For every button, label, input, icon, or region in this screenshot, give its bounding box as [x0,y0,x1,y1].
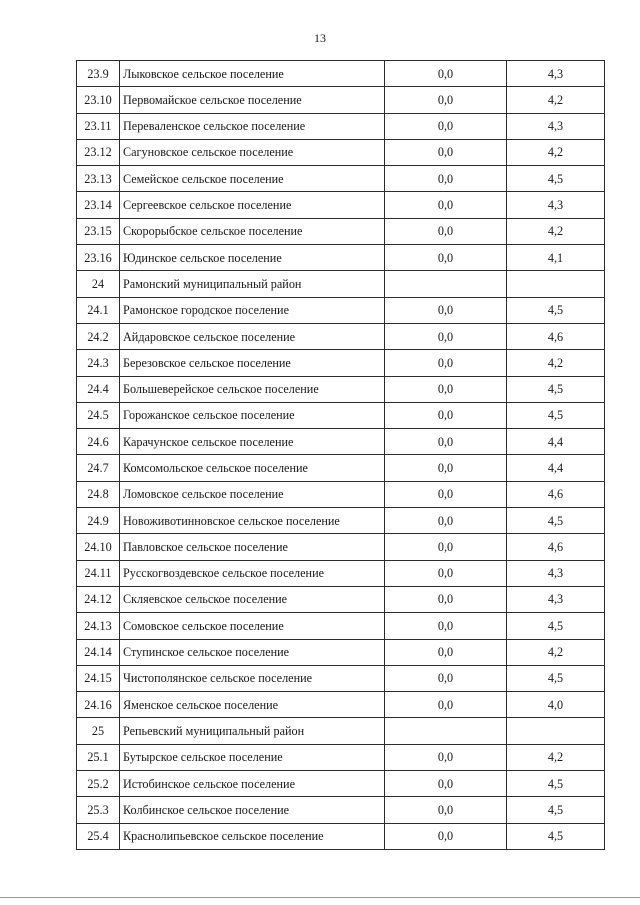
value-a-cell: 0,0 [385,481,507,507]
row-number-cell: 24.8 [77,481,120,507]
settlement-name-cell: Первомайское сельское поселение [120,87,385,113]
value-a-cell: 0,0 [385,797,507,823]
value-a-cell: 0,0 [385,665,507,691]
settlement-name-cell: Перевaленское сельское поселение [120,113,385,139]
settlement-name-cell: Скляевское сельское поселение [120,586,385,612]
value-a-cell: 0,0 [385,771,507,797]
table-row [77,139,605,165]
table-row [77,350,605,376]
value-a-cell: 0,0 [385,139,507,165]
settlement-name-cell: Семейское сельское поселение [120,166,385,192]
value-b-cell: 4,5 [507,297,605,323]
value-b-cell: 4,2 [507,218,605,244]
value-b-cell: 4,4 [507,429,605,455]
table-row [77,508,605,534]
table-row [77,113,605,139]
value-b-cell: 4,3 [507,192,605,218]
settlement-name-cell: Карачунское сельское поселение [120,429,385,455]
row-number-cell: 24.2 [77,323,120,349]
row-number-cell: 25.4 [77,823,120,849]
settlement-name-cell: Ступинское сельское поселение [120,639,385,665]
table-row [77,166,605,192]
value-a-cell: 0,0 [385,376,507,402]
table-row [77,481,605,507]
settlement-name-cell: Большеверейское сельское поселение [120,376,385,402]
row-number-cell: 24.15 [77,665,120,691]
value-a-cell: 0,0 [385,639,507,665]
table-row [77,823,605,849]
value-b-cell: 4,2 [507,139,605,165]
row-number-cell: 24.5 [77,402,120,428]
value-a-cell: 0,0 [385,455,507,481]
value-b-cell: 4,5 [507,823,605,849]
value-b-cell: 4,5 [507,402,605,428]
table-row [77,560,605,586]
value-a-cell: 0,0 [385,429,507,455]
row-number-cell: 24.13 [77,613,120,639]
value-a-cell: 0,0 [385,350,507,376]
row-number-cell: 23.14 [77,192,120,218]
settlement-name-cell: Чистополянское сельское поселение [120,665,385,691]
settlement-name-cell: Айдаровское сельское поселение [120,323,385,349]
value-a-cell: 0,0 [385,245,507,271]
settlement-name-cell: Ломовское сельское поселение [120,481,385,507]
value-b-cell: 4,5 [507,166,605,192]
table-row [77,744,605,770]
settlement-name-cell: Комсомольское сельское поселение [120,455,385,481]
value-b-cell: 4,1 [507,245,605,271]
settlement-name-cell: Павловское сельское поселение [120,534,385,560]
settlement-name-cell: Горожанское сельское поселение [120,402,385,428]
row-number-cell: 23.11 [77,113,120,139]
row-number-cell: 24.14 [77,639,120,665]
value-a-cell: 0,0 [385,560,507,586]
value-b-cell: 4,2 [507,639,605,665]
value-b-cell: 4,2 [507,87,605,113]
settlement-name-cell: Скорорыбское сельское поселение [120,218,385,244]
value-b-cell: 4,5 [507,508,605,534]
settlements-table [76,60,605,850]
row-number-cell: 24.16 [77,692,120,718]
table-row [77,771,605,797]
table-row [77,586,605,612]
settlement-name-cell: Рамонский муниципальный район [120,271,385,297]
row-number-cell: 24.10 [77,534,120,560]
row-number-cell: 24.11 [77,560,120,586]
settlement-name-cell: Колбинское сельское поселение [120,797,385,823]
table-row [77,429,605,455]
settlement-name-cell: Бутырское сельское поселение [120,744,385,770]
table-row [77,218,605,244]
value-a-cell: 0,0 [385,613,507,639]
settlement-name-cell: Лыковское сельское поселение [120,61,385,87]
settlement-name-cell: Яменское сельское поселение [120,692,385,718]
value-a-cell: 0,0 [385,166,507,192]
row-number-cell: 24 [77,271,120,297]
table-row [77,192,605,218]
settlement-name-cell: Сергеевское сельское поселение [120,192,385,218]
table-row [77,402,605,428]
row-number-cell: 25.3 [77,797,120,823]
table-row [77,323,605,349]
row-number-cell: 23.15 [77,218,120,244]
value-a-cell: 0,0 [385,534,507,560]
settlement-name-cell: Юдинское сельское поселение [120,245,385,271]
value-b-cell: 4,5 [507,797,605,823]
settlement-name-cell: Новоживотинновское сельское поселение [120,508,385,534]
value-a-cell: 0,0 [385,87,507,113]
table-row [77,534,605,560]
value-b-cell: 4,2 [507,744,605,770]
value-b-cell [507,718,605,744]
row-number-cell: 24.12 [77,586,120,612]
value-a-cell: 0,0 [385,218,507,244]
table-row [77,797,605,823]
value-b-cell: 4,0 [507,692,605,718]
value-a-cell: 0,0 [385,586,507,612]
value-b-cell: 4,5 [507,613,605,639]
table-row [77,718,605,744]
page-bottom-rule [0,897,640,898]
value-a-cell: 0,0 [385,113,507,139]
row-number-cell: 25.1 [77,744,120,770]
value-a-cell: 0,0 [385,297,507,323]
row-number-cell: 24.7 [77,455,120,481]
row-number-cell: 25.2 [77,771,120,797]
value-b-cell: 4,6 [507,481,605,507]
value-a-cell: 0,0 [385,402,507,428]
table-row [77,613,605,639]
value-b-cell: 4,6 [507,323,605,349]
table-row [77,271,605,297]
row-number-cell: 24.4 [77,376,120,402]
table-row [77,61,605,87]
row-number-cell: 23.10 [77,87,120,113]
value-a-cell: 0,0 [385,744,507,770]
table-row [77,87,605,113]
table-row [77,376,605,402]
value-b-cell [507,271,605,297]
value-a-cell: 0,0 [385,61,507,87]
value-a-cell [385,718,507,744]
settlement-name-cell: Рамонское городское поселение [120,297,385,323]
value-b-cell: 4,3 [507,61,605,87]
settlement-name-cell: Березовское сельское поселение [120,350,385,376]
value-a-cell: 0,0 [385,192,507,218]
value-a-cell: 0,0 [385,692,507,718]
row-number-cell: 25 [77,718,120,744]
table-body [77,61,605,850]
value-b-cell: 4,3 [507,560,605,586]
value-b-cell: 4,2 [507,350,605,376]
settlement-name-cell: Истобинское сельское поселение [120,771,385,797]
row-number-cell: 23.12 [77,139,120,165]
settlement-name-cell: Русскогвоздевское сельское поселение [120,560,385,586]
row-number-cell: 24.6 [77,429,120,455]
value-b-cell: 4,6 [507,534,605,560]
value-b-cell: 4,5 [507,771,605,797]
table-row [77,245,605,271]
row-number-cell: 24.9 [77,508,120,534]
table-row [77,639,605,665]
value-b-cell: 4,3 [507,586,605,612]
settlement-name-cell: Сомовское сельское поселение [120,613,385,639]
value-a-cell: 0,0 [385,508,507,534]
value-b-cell: 4,5 [507,665,605,691]
table-row [77,297,605,323]
value-b-cell: 4,3 [507,113,605,139]
settlement-name-cell: Краснолипьевское сельское поселение [120,823,385,849]
row-number-cell: 24.1 [77,297,120,323]
page-number: 13 [314,31,326,45]
value-b-cell: 4,5 [507,376,605,402]
row-number-cell: 24.3 [77,350,120,376]
settlement-name-cell: Сагуновское сельское поселение [120,139,385,165]
table-row [77,455,605,481]
settlement-name-cell: Репьевский муниципальный район [120,718,385,744]
value-b-cell: 4,4 [507,455,605,481]
value-a-cell: 0,0 [385,823,507,849]
row-number-cell: 23.9 [77,61,120,87]
value-a-cell [385,271,507,297]
table-row [77,692,605,718]
row-number-cell: 23.16 [77,245,120,271]
table-row [77,665,605,691]
row-number-cell: 23.13 [77,166,120,192]
value-a-cell: 0,0 [385,323,507,349]
